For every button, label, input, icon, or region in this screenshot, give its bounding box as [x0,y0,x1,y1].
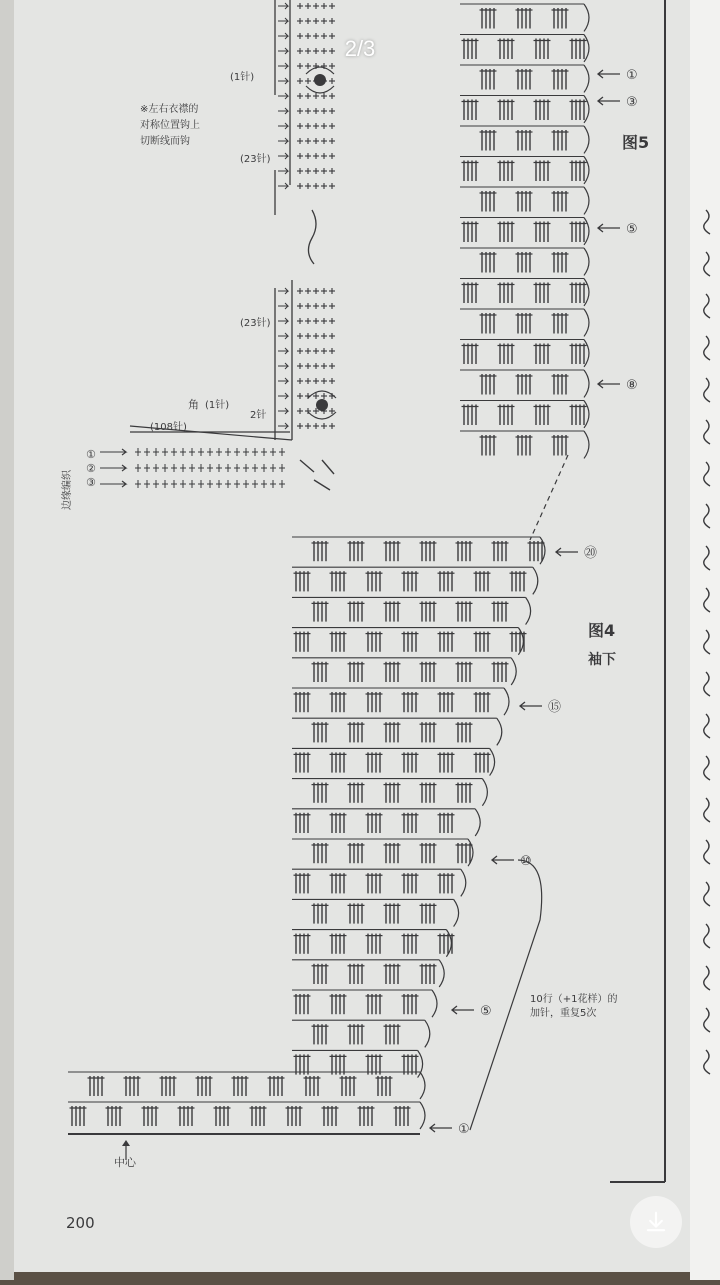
figure5-title: 图5 [622,133,650,152]
note-line-3: 切断线而钩 [140,136,190,147]
page-number: 200 [66,1214,95,1232]
note-line-2: 对称位置钩上 [140,120,200,131]
page-gutter [0,0,14,1280]
center-label: 中心 [114,1156,136,1169]
next-page-edge [690,0,720,1280]
label-row-2: ② [86,462,96,475]
row-marker-label: ① [458,1122,470,1137]
label-top-23st: (23针) [240,154,271,165]
flower-motif-corner [316,399,328,411]
label-corner-2st: 2针 [250,410,267,421]
row-marker-label: ③ [626,95,638,110]
label-row-1: ① [86,448,96,461]
download-icon [642,1208,670,1236]
label-edge-knitting: 边缘编织 [62,470,73,510]
row-marker-label: ⑧ [626,378,638,393]
row-marker-label: ⑩ [520,854,532,869]
repeat-note-line-1: 10行（+1花样）的 [530,994,618,1005]
row-marker-label: ① [626,68,638,83]
label-top-1st: (1针) [230,72,255,83]
repeat-note-line-2: 加针，重复5次 [530,1008,597,1019]
label-chain-108: (108针) [150,422,187,433]
row-marker-label: ⑤ [480,1004,492,1019]
label-mid-23st: (23针) [240,318,271,329]
row-marker-label: ⑳ [584,546,598,561]
figure4-title: 图4 [588,621,616,640]
row-marker-label: ⑤ [626,222,638,237]
row-marker-label: ⑮ [548,700,562,715]
label-row-3: ③ [86,476,96,489]
label-corner: 角 [188,398,199,411]
label-corner-1st: (1针) [205,400,230,411]
page-indicator: 2/3 [344,36,376,61]
figure4-subtitle: 袖下 [588,652,616,668]
note-line-1: ※左右衣襟的 [140,104,199,115]
download-button[interactable] [630,1196,682,1248]
